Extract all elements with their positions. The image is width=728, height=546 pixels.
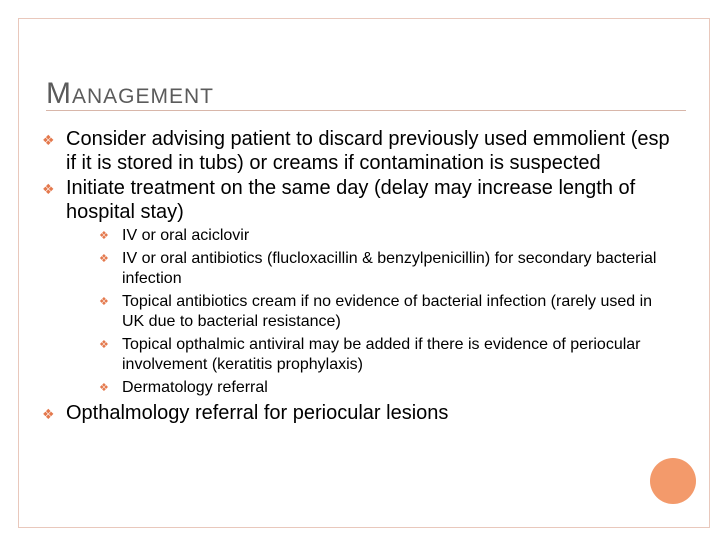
- sub-list-item: [66, 226, 670, 246]
- bullet-icon: ❖: [42, 181, 55, 197]
- sub-list-item: [66, 378, 670, 398]
- sub-bullet-icon: ❖: [99, 230, 109, 242]
- sub-list-item: [66, 292, 670, 332]
- title-divider: [46, 110, 686, 111]
- sub-list-item-text: Topical antibiotics cream if no evidence of bacterial infection (rarely used in UK due to bacterial resistance): [122, 293, 653, 330]
- sub-list-item-text: IV or oral antibiotics (flucloxacillin & benzylpenicillin) for secondary bacterial infection: [122, 250, 657, 287]
- slide-content: [40, 127, 670, 426]
- sub-list-item-text: Dermatology referral: [122, 379, 268, 396]
- bullet-list: [40, 127, 670, 425]
- list-item: [40, 127, 670, 175]
- list-item-text: Consider advising patient to discard previously used emmolient (esp if it is stored in tubs) or creams if contamination is suspected: [66, 128, 670, 174]
- sub-list-item: [66, 249, 670, 289]
- sub-bullet-icon: ❖: [99, 339, 109, 351]
- list-item: [40, 401, 670, 425]
- decorative-circle: [650, 458, 696, 504]
- sub-bullet-icon: ❖: [99, 382, 109, 394]
- bullet-icon: ❖: [42, 132, 55, 148]
- sub-bullet-icon: ❖: [99, 253, 109, 265]
- sub-list-item-text: Topical opthalmic antiviral may be added if there is evidence of periocular involvement (keratitis prophylaxis): [122, 336, 641, 373]
- sub-bullet-list: [66, 226, 670, 398]
- list-item-text: Opthalmology referral for periocular lesions: [66, 402, 449, 424]
- sub-list-item: [66, 335, 670, 375]
- sub-bullet-icon: ❖: [99, 296, 109, 308]
- bullet-icon: ❖: [42, 406, 55, 422]
- sub-list-item-text: IV or oral aciclovir: [122, 227, 250, 244]
- slide-title: Management: [46, 77, 215, 110]
- list-item-text: Initiate treatment on the same day (delay may increase length of hospital stay): [66, 177, 636, 223]
- list-item: [40, 176, 670, 398]
